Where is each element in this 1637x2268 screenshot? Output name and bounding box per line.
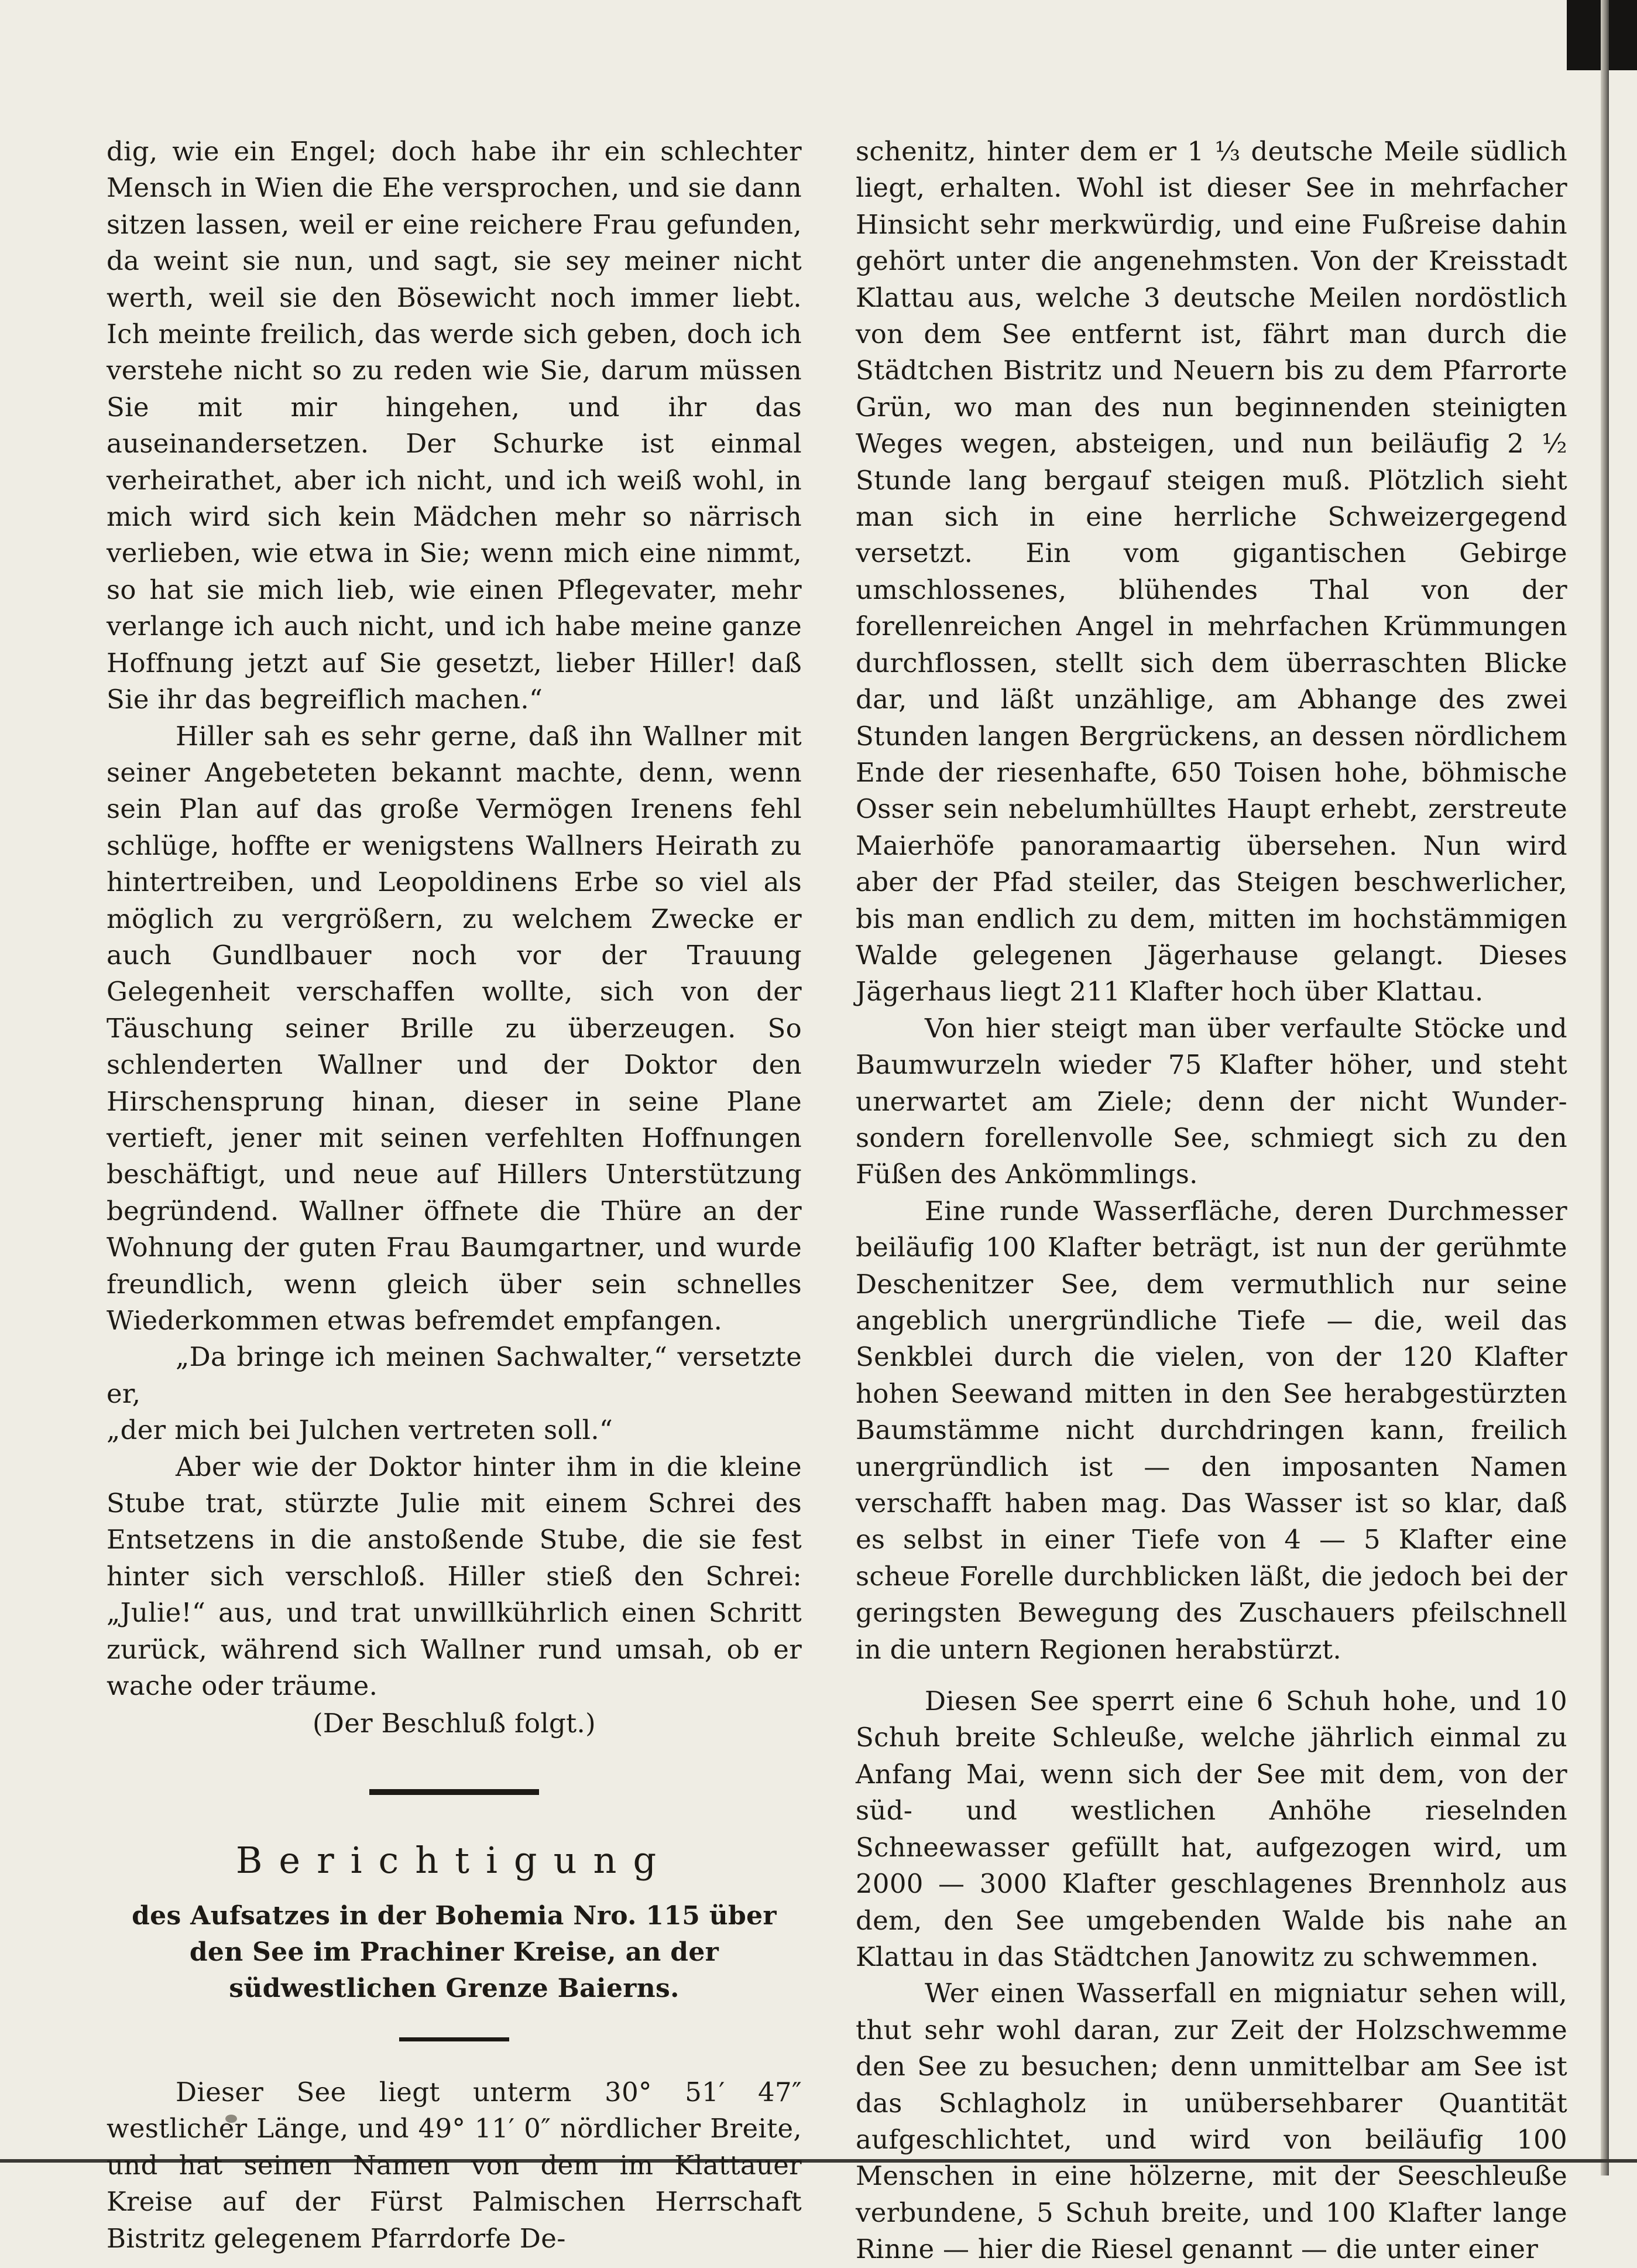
heading-divider <box>399 2037 509 2041</box>
article-paragraph-5: Diesen See sperrt eine 6 Schuh hohe, und 10 Schuh breite Schleuße, welche jährlich einmal zu Anfang Mai, wenn sich der See mit dem, von der süd- und westlichen Anhöhe rieselnden Schneewasser gefüllt hat, aufgezogen wird, um 2000 — 3000 Klafter geschlagenes Brennholz aus dem, den See umgebenden Walde bis nahe an Klattau in das Städtchen Janowitz zu schwemmen. <box>856 1685 1567 1972</box>
article-heading: Berichtigung <box>235 1838 673 1882</box>
article-paragraph-4: Eine runde Wasserfläche, deren Durchmesser beiläufig 100 Klafter beträgt, ist nun der gerühmte Deschenitzer See, dem vermuthlich nur seine angeblich unergründliche Tiefe — die, weil das Senkblei durch die vielen, von der 120 Klafter hohen Seewand mitten in den See herabgestürzten Baumstämme nicht durchdringen kann, freilich unergründlich ist — den imposanten Namen verschafft haben mag. Das Wasser ist so klar, daß es selbst in einer Tiefe von 4 — 5 Klafter eine scheue Forelle durchblicken läßt, die jedoch bei der geringsten Bewegung des Zuschauers pfeilschnell in die untern Regionen herabstürzt. <box>856 1195 1567 1665</box>
right-column <box>856 133 1567 2268</box>
left-column <box>107 133 802 2257</box>
story-paragraph-4: Aber wie der Doktor hinter ihm in die kleine Stube trat, stürzte Julie mit einem Schrei des Entsetzens in die anstoßende Stube, die sie fest hinter sich verschloß. Hiller stieß den Schrei: „Julie!“ aus, und trat unwillkührlich einen Schritt zurück, während sich Wallner rund umsah, ob er wache oder träume. <box>107 1451 802 1702</box>
article-paragraph-2: schenitz, hinter dem er 1 ⅓ deutsche Meile südlich liegt, erhalten. Wohl ist dieser See in mehrfacher Hinsicht sehr merkwürdig, und eine Fußreise dahin gehört unter die angenehmsten. Von der Kreisstadt Klattau aus, welche 3 deutsche Meilen nordöstlich von dem See entfernt ist, fährt man durch die Städtchen Bistritz und Neuern bis zu dem Pfarrorte Grün, wo man des nun beginnenden steinigten Weges wegen, absteigen, und nun beiläufig 2 ½ Stunde lang bergauf steigen muß. Plötzlich sieht man sich in eine herrliche Schweizergegend versetzt. Ein vom gigantischen Gebirge umschlossenes, blühendes Thal von der forellenreichen Angel in mehrfachen Krümmungen durchflossen, stellt sich dem überraschten Blicke dar, und läßt unzählige, am Abhange des zwei Stunden langen Bergrückens, an dessen nördlichem Ende der riesenhafte, 650 Toisen hohe, böhmische Osser sein nebelumhülltes Haupt erhebt, zerstreute Maierhöfe panoramaartig übersehen. Nun wird aber der Pfad steiler, das Steigen beschwerlicher, bis man endlich zu dem, mitten im hochstämmigen Walde gelegenen Jägerhause gelangt. Dieses Jägerhaus liegt 211 Klafter hoch über Klattau. <box>856 136 1567 1008</box>
story-paragraph-1: dig, wie ein Engel; doch habe ihr ein schlechter Mensch in Wien die Ehe versprochen, und sie dann sitzen lassen, weil er eine reichere Frau gefunden, da weint sie nun, und sagt, sie sey meiner nicht werth, weil sie den Bösewicht noch immer liebt. Ich meinte freilich, das werde sich geben, doch ich verstehe nicht so zu reden wie Sie, darum müssen Sie mit mir hingehen, und ihr das auseinandersetzen. Der Schurke ist einmal verheirathet, aber ich nicht, und ich weiß wohl, in mich wird sich kein Mädchen mehr so närrisch verlieben, wie etwa in Sie; wenn mich eine nimmt, so hat sie mich lieb, wie einen Pflegevater, mehr verlange ich auch nicht, und ich habe meine ganze Hoffnung jetzt auf Sie gesetzt, lieber Hiller! daß Sie ihr das begreiflich machen.“ <box>107 136 802 715</box>
article-subheading: des Aufsatzes in der Bohemia Nro. 115 über den See im Prachiner Kreise, an der südwestlichen Grenze Baierns. <box>132 1900 777 2003</box>
story-dialogue-line-2: „der mich bei Julchen vertreten soll.“ <box>107 1414 613 1446</box>
story-dialogue-line-1: „Da bringe ich meinen Sachwalter,“ versetzte er, <box>107 1341 802 1409</box>
article-paragraph-1: Dieser See liegt unterm 30° 51′ 47″ westlicher Länge, und 49° 11′ 0″ nördlicher Breite, und hat seinen Namen von dem im Klattauer Kreise auf der Fürst Palmischen Herrschaft Bistritz gelegenem Pfarrdorfe De- <box>107 2076 802 2254</box>
article-paragraph-3: Von hier steigt man über verfaulte Stöcke und Baumwurzeln wieder 75 Klafter höher, und steht unerwartet am Ziele; denn der nicht Wunder- sondern forellenvolle See, schmiegt sich zu den Füßen des Ankömmlings. <box>856 1012 1567 1190</box>
story-paragraph-2: Hiller sah es sehr gerne, daß ihn Wallner mit seiner Angebeteten bekannt machte, denn, wenn sein Plan auf das große Vermögen Irenens fehl schlüge, hoffte er wenigstens Wallners Heirath zu hintertreiben, und Leopoldinens Erbe so viel als möglich zu vergrößern, zu welchem Zwecke er auch Gundlbauer noch vor der Trauung Gelegenheit verschaffen wollte, sich von der Täuschung seiner Brille zu überzeugen. So schlenderten Wallner und der Doktor den Hirschensprung hinan, dieser in seine Plane vertieft, jener mit seinen verfehlten Hoffnungen beschäftigt, und neue auf Hillers Unterstützung begründend. Wallner öffnete die Thüre an der Wohnung der guten Frau Baumgartner, und wurde freundlich, wenn gleich über sein schnelles Wiederkommen etwas befremdet empfangen. <box>107 720 802 1336</box>
section-divider <box>369 1789 539 1795</box>
continued-note: (Der Beschluß folgt.) <box>313 1708 596 1739</box>
article-paragraph-6: Wer einen Wasserfall en migniatur sehen will, thut sehr wohl daran, zur Zeit der Holzschwemme den See zu besuchen; denn unmittelbar am See ist das Schlagholz in unübersehbarer Quantität aufgeschlichtet, und wird von beiläufig 100 Menschen in eine hölzerne, mit der Seeschleuße verbundene, 5 Schuh breite, und 100 Klafter lange Rinne — hier die Riesel genannt — die unter einer <box>856 1978 1567 2265</box>
scan-page-edge <box>1601 0 1609 2176</box>
